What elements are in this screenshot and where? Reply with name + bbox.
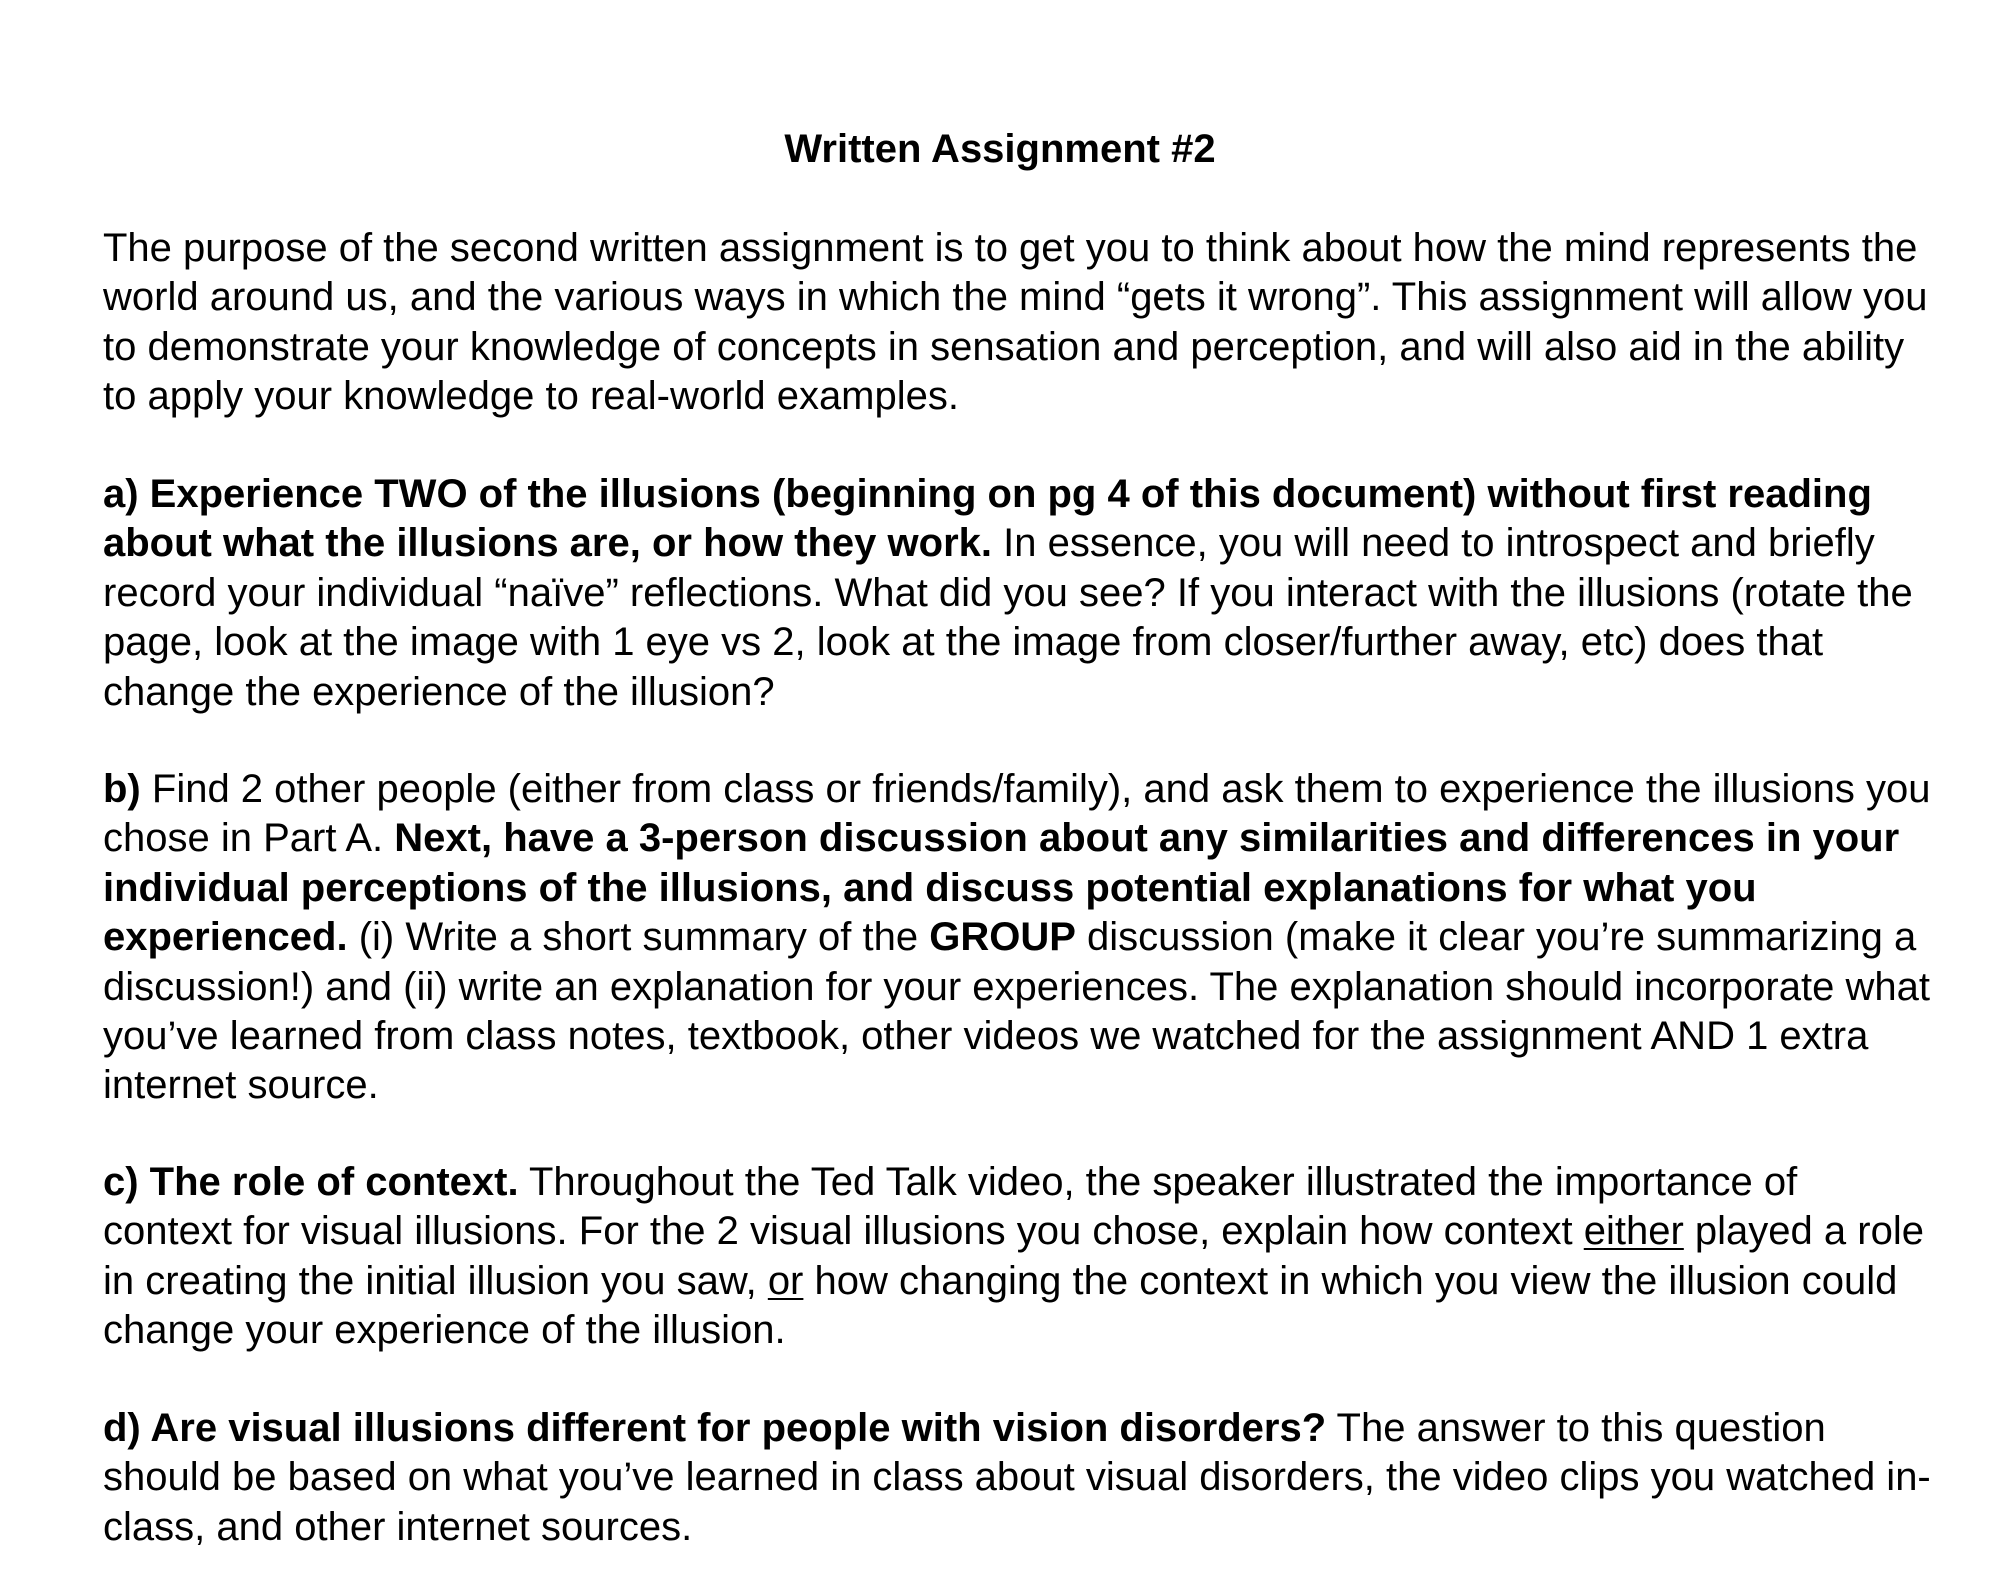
part-a-paragraph: [103, 470, 1933, 717]
part-b-label: b): [103, 767, 141, 811]
part-d-paragraph: [103, 1404, 1933, 1552]
part-b-text-2: (i) Write a short summary of the: [347, 915, 930, 960]
part-c-text-1: Throughout the Ted Talk video, the speaker illustrated the importance of context for visual illusions. For the 2 visual illusions you chose, explain how context: [103, 1160, 1798, 1254]
part-d-body: The answer to this question should be based on what you’ve learned in class about visual disorders, the video clips you watched in-class, and other internet sources.: [103, 1406, 1931, 1549]
part-c-heading: c) The role of context.: [103, 1160, 519, 1204]
part-b-text-1: Find 2 other people (either from class or friends/family), and ask them to experience the illusions you chose in Part A.: [103, 767, 1931, 861]
part-b-text-3: discussion (make it clear you’re summarizing a discussion!) and (ii) write an explanation for your experiences. The explanation should incorporate what you’ve learned from class notes, textbook, other videos we watched for the assignment AND 1 extra internet source.: [103, 915, 1930, 1108]
part-a-heading: a) Experience TWO of the illusions (beginning on pg 4 of this document) without first reading about what the illusions are, or how they work.: [103, 472, 1872, 566]
part-c-paragraph: [103, 1158, 1933, 1356]
intro-paragraph: [103, 224, 1933, 422]
part-c-underline-or: or: [767, 1258, 804, 1303]
part-a-body: In essence, you will need to introspect and briefly record your individual “naïve” reflections. What did you see? If you interact with the illusions (rotate the page, look at the image with 1 eye vs 2, look at the image from closer/further away, etc) does that change the experience of the illusion?: [103, 521, 1913, 714]
part-c-text-2: played a role in creating the initial illusion you saw,: [103, 1209, 1924, 1303]
part-b-paragraph: [103, 765, 1933, 1111]
intro-text: The purpose of the second written assignment is to get you to think about how the mind represents the world around us, and the various ways in which the mind “gets it wrong”. This assignment will allow you to demonstrate your knowledge of concepts in sensation and perception, and will also aid in the ability to apply your knowledge to real-world examples.: [103, 226, 1928, 419]
page-title: Written Assignment #2: [784, 127, 1216, 171]
part-d-heading: d) Are visual illusions different for people with vision disorders?: [103, 1406, 1327, 1450]
part-c-text-3: how changing the context in which you view the illusion could change your experience of the illusion.: [103, 1258, 1898, 1353]
part-b-bold-1: Next, have a 3-person discussion about any similarities and differences in your individual perceptions of the illusions, and discuss potential explanations for what you experienced.: [103, 816, 1900, 960]
part-c-underline-either: either: [1583, 1209, 1684, 1254]
part-b-bold-2: GROUP: [929, 915, 1076, 960]
